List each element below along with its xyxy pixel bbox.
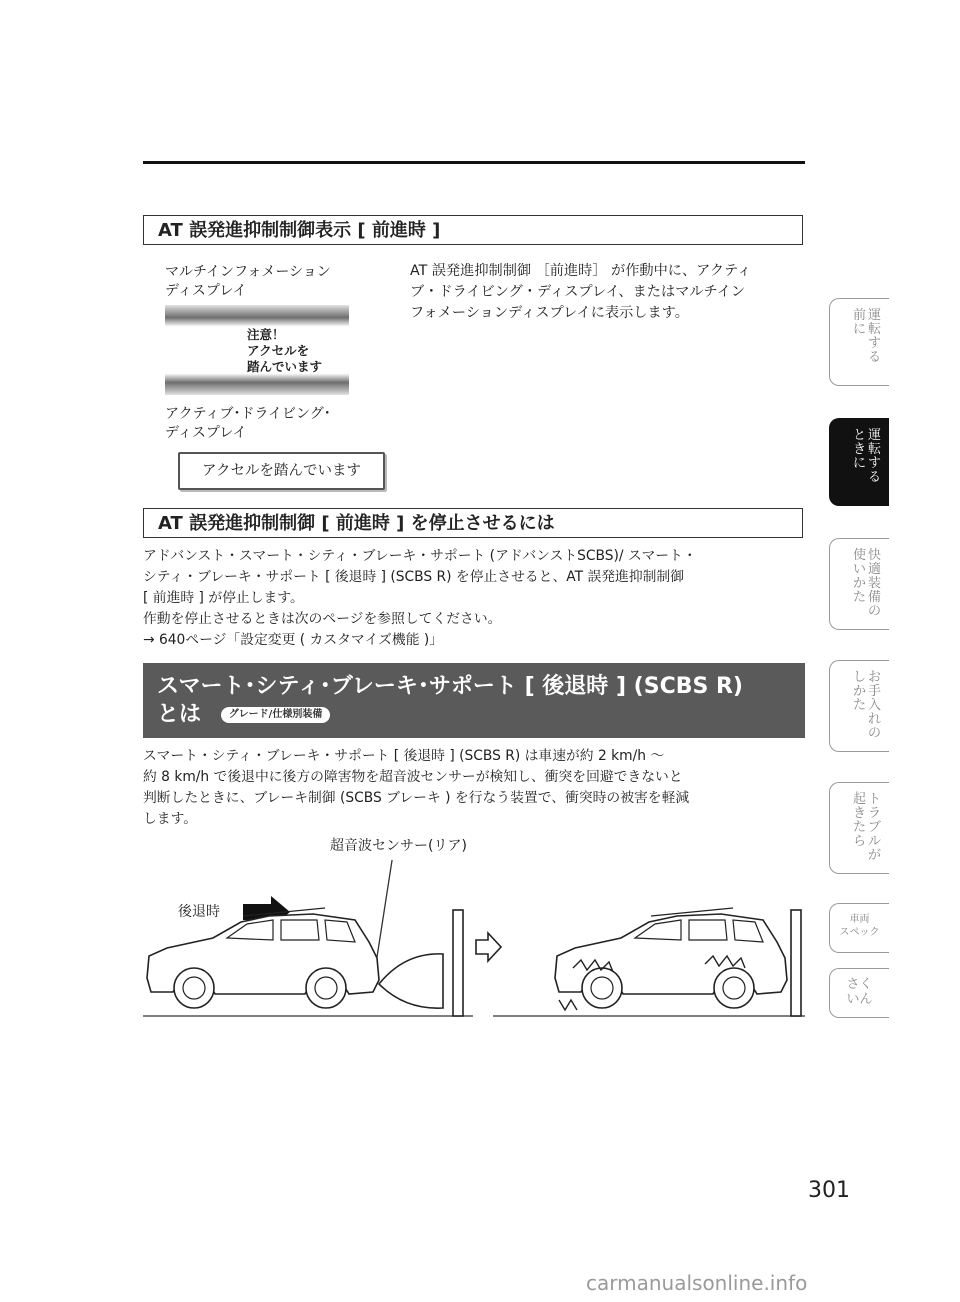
grade-badge: グレード/仕様別装備 <box>221 707 331 723</box>
scbs-r-illustration <box>143 860 808 1025</box>
tab-maintenance[interactable]: お 手 入 れ の し か た <box>829 660 889 752</box>
car-right-icon <box>555 908 787 1008</box>
ultrasonic-beam-icon <box>379 954 443 1008</box>
tab-vehicle-spec[interactable]: 車両 スペック <box>829 903 889 953</box>
label-active-driving-display: アクティブ･ドライビング･ ディスプレイ <box>165 406 331 441</box>
sensor-pointer <box>375 860 393 970</box>
header-rule <box>143 161 805 164</box>
tab-comfort-equipment[interactable]: 快 適 装 備 の 使 い か た <box>829 538 889 630</box>
impact-lines-icon <box>559 1000 577 1010</box>
wall-right <box>791 910 801 1016</box>
car-left-icon <box>147 908 379 1008</box>
tab-index[interactable]: さく いん <box>829 968 889 1018</box>
tab-before-driving[interactable]: 運 転 す る 前 に <box>829 298 889 386</box>
section2-body: アドバンスト・スマート・シティ・ブレーキ・サポート (アドバンストSCBS)/ スマート・ シティ・ブレーキ・サポート [ 後退時 ] (SCBS R) を停止させると、AT 誤発進抑制制御 [ 前進時 ] が停止します。 作動を停止させるときは次のページを参照してください。 → 640ページ「設定変更 ( カスタマイズ機能 )」 <box>143 546 805 651</box>
label-multi-info-display: マルチインフォメーション ディスプレイ <box>165 264 331 299</box>
section1-description: AT 誤発進抑制制御 ［前進時］ が作動中に、アクティ ブ・ドライビング・ディスプレイ、またはマルチイン フォメーションディスプレイに表示します。 <box>410 263 752 321</box>
page-number: 301 <box>808 1178 850 1203</box>
active-driving-display-illustration: アクセルを踏んでいます <box>178 452 385 490</box>
transition-arrow-icon <box>476 933 501 961</box>
section3-body: スマート・シティ・ブレーキ・サポート [ 後退時 ] (SCBS R) は車速が約 2 km/h ～ 約 8 km/h で後退中に後方の障害物を超音波センサーが検知し、衝突を回避できないと 判断したときに、ブレーキ制御 (SCBS ブレーキ ) を行なう装置で、衝突時の被害を軽減 します。 <box>143 748 690 827</box>
page-reference-link[interactable]: → 640ページ「設定変更 ( カスタマイズ機能 )」 <box>143 632 444 648</box>
label-reversing: 後退時 <box>178 904 220 920</box>
label-rear-sensor: 超音波センサー(リア) <box>330 838 467 854</box>
multi-info-display-illustration <box>165 305 349 395</box>
tab-troubleshooting[interactable]: ト ラ ブ ル が 起 き た ら <box>829 782 889 874</box>
section-banner-scbs-r: スマート･シティ･ブレーキ･サポート [ 後退時 ] (SCBS R) とは グレード/仕様別装備 <box>143 663 805 738</box>
watermark: carmanualsonline.info <box>586 1271 808 1295</box>
wall-left <box>453 910 463 1016</box>
tab-when-driving[interactable]: 運 転 す る と き に <box>829 418 889 506</box>
section-heading-stop: AT 誤発進抑制制御 [ 前進時 ] を停止させるには <box>143 508 803 538</box>
section-heading-at-display: AT 誤発進抑制制御表示 [ 前進時 ] <box>143 215 803 245</box>
warning-message: 注意！ アクセルを 踏んでいます <box>247 327 323 374</box>
